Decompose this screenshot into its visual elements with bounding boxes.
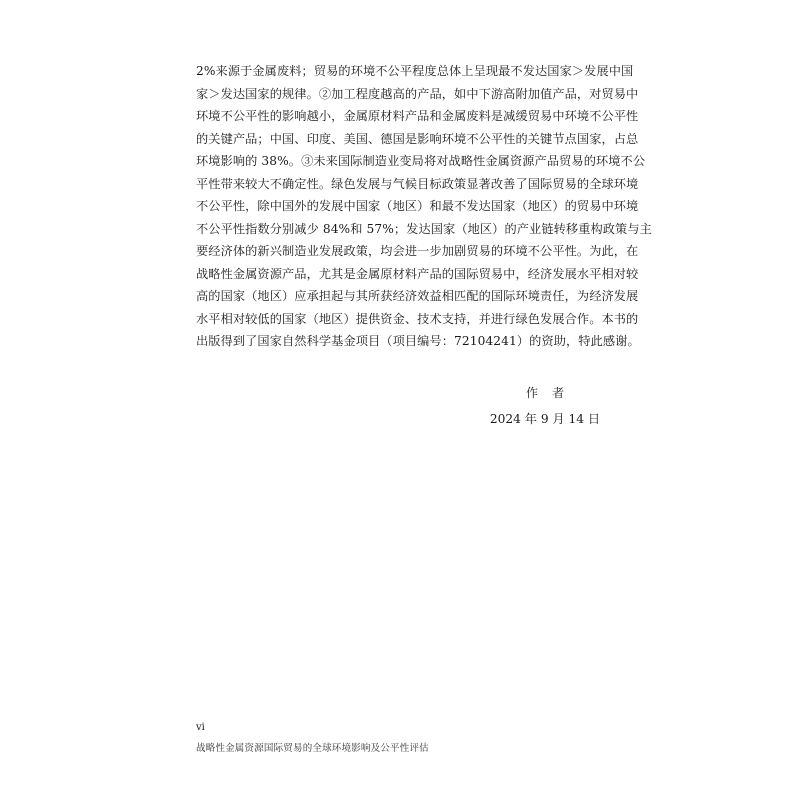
text-line: 不公平性，除中国外的发展中国家（地区）和最不发达国家（地区）的贸易中环境 [196,199,639,213]
text-line: 要经济体的新兴制造业发展政策，均会进一步加剧贸易的环境不公平性。为此，在 [196,244,639,258]
text-line: 出版得到了国家自然科学基金项目（项目编号：72104241）的资助，特此感谢。 [196,334,640,348]
text-line: 环境影响的 38%。③未来国际制造业变局将对战略性金属资源产品贸易的环境不公 [196,154,646,168]
running-footer-book-title: 战略性金属资源国际贸易的全球环境影响及公平性评估 [196,743,429,754]
text-line: 平性带来较大不确定性。绿色发展与气候目标政策显著改善了国际贸易的全球环境 [196,176,639,191]
author-label: 作者 [525,386,579,400]
signature-date: 2024 年 9 月 14 日 [489,412,601,426]
page-number: vi [196,722,205,733]
preface-body-text [196,60,652,353]
text-line: 的关键产品；中国、印度、美国、德国是影响环境不公平性的关键节点国家，占总 [196,131,639,146]
preface-signature [480,380,610,432]
text-line: 水平相对较低的国家（地区）提供资金、技术支持，并进行绿色发展合作。本书的 [196,311,639,326]
text-line: 家＞发达国家的规律。②加工程度越高的产品，如中下游高附加值产品，对贸易中 [196,86,639,101]
text-line: 不公平性指数分别减少 84%和 57%；发达国家（地区）的产业链转移重构政策与主 [196,221,652,236]
text-line: 环境不公平性的影响越小，金属原材料产品和金属废料是减缓贸易中环境不公平性 [196,109,639,123]
text-line: 战略性金属资源产品，尤其是金属原材料产品的国际贸易中，经济发展水平相对较 [196,266,639,281]
text-line: 高的国家（地区）应承担起与其所获经济效益相匹配的国际环境责任，为经济发展 [196,289,639,303]
text-line: 2%来源于金属废料；贸易的环境不公平程度总体上呈现最不发达国家＞发展中国 [196,64,634,78]
